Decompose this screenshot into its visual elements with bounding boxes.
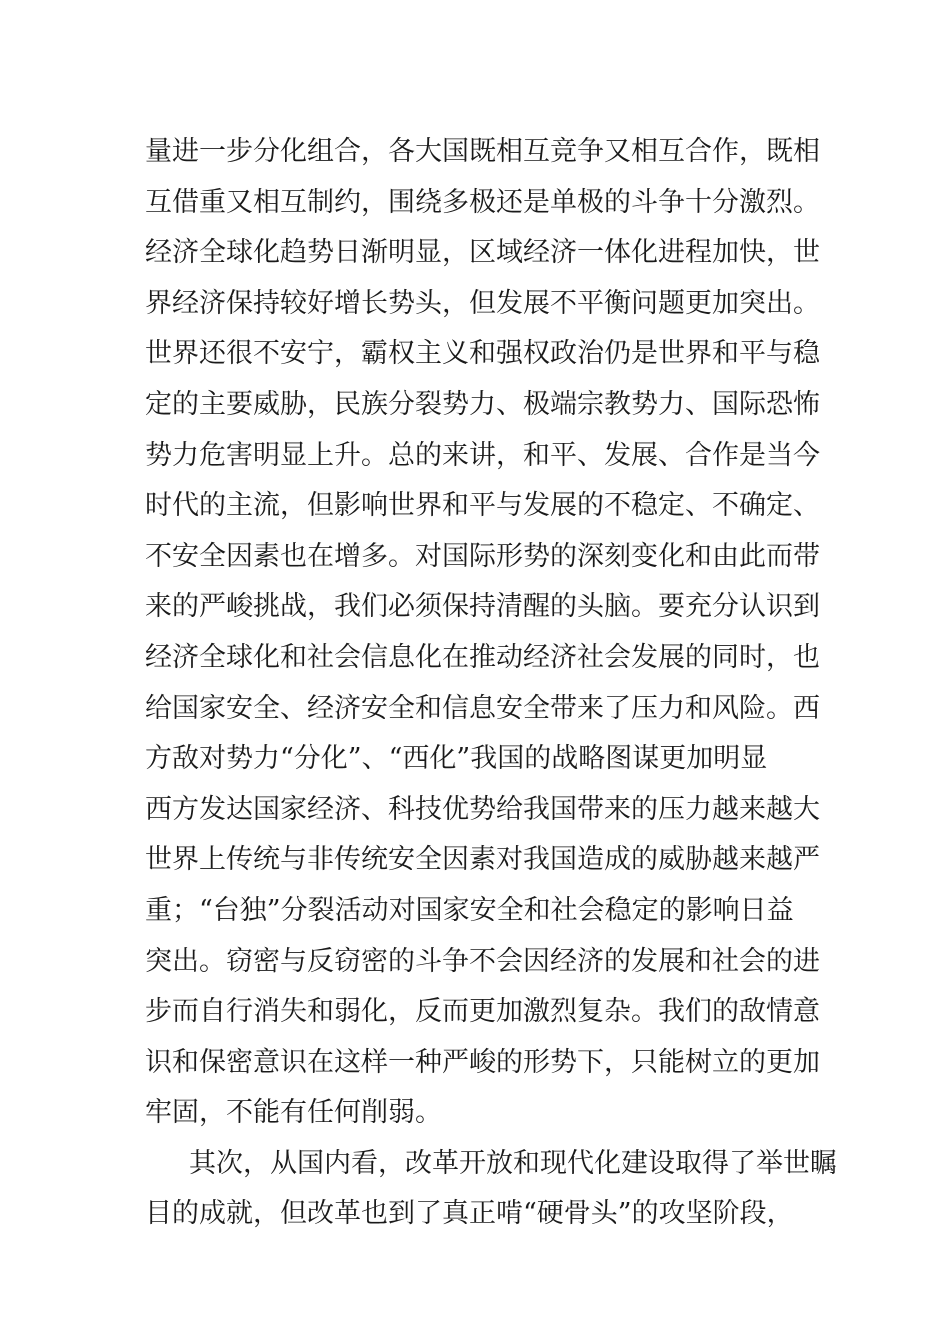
text-line: 西方发达国家经济、科技优势给我国带来的压力越来越大 (145, 793, 820, 825)
paragraph-2 (145, 1143, 837, 1235)
text-line: 方敌对势力“分化”、“西化”我国的战略图谋更加明显 (145, 743, 768, 775)
text-line: 其次，从国内看，改革开放和现代化建设取得了举世瞩 (189, 1147, 837, 1179)
text-line: 识和保密意识在这样一种严峻的形势下，只能树立的更加 (145, 1046, 820, 1078)
text-line: 不安全因素也在增多。对国际形势的深刻变化和由此而带 (145, 540, 820, 572)
text-line: 突出。窃密与反窃密的斗争不会因经济的发展和社会的进 (145, 945, 820, 977)
text-line: 牢固，不能有任何削弱。 (145, 1097, 442, 1129)
text-line: 经济全球化和社会信息化在推动经济社会发展的同时，也 (145, 641, 820, 673)
text-line: 经济全球化趋势日渐明显，区域经济一体化进程加快，世 (145, 237, 820, 269)
text-line: 步而自行消失和弱化，反而更加激烈复杂。我们的敌情意 (145, 996, 820, 1028)
text-line: 势力危害明显上升。总的来讲，和平、发展、合作是当今 (145, 439, 820, 471)
text-line: 量进一步分化组合，各大国既相互竞争又相互合作，既相 (145, 136, 820, 167)
text-line: 世界上传统与非传统安全因素对我国造成的威胁越来越严 (145, 844, 820, 876)
document-body (145, 131, 837, 1244)
text-line: 世界还很不安宁，霸权主义和强权政治仍是世界和平与稳 (145, 338, 820, 370)
text-line: 互借重又相互制约，围绕多极还是单极的斗争十分激烈。 (145, 186, 820, 218)
text-line: 界经济保持较好增长势头，但发展不平衡问题更加突出。 (145, 287, 820, 319)
text-line: 重；“台独”分裂活动对国家安全和社会稳定的影响日益 (145, 894, 794, 926)
text-line: 定的主要威胁，民族分裂势力、极端宗教势力、国际恐怖 (145, 388, 820, 420)
text-line: 来的严峻挑战，我们必须保持清醒的头脑。要充分认识到 (145, 591, 820, 623)
text-line: 时代的主流，但影响世界和平与发展的不稳定、不确定、 (145, 490, 820, 522)
paragraph-1 (145, 131, 825, 1133)
text-line: 目的成就，但改革也到了真正啃“硬骨头”的攻坚阶段， (145, 1198, 794, 1230)
text-line: 给国家安全、经济安全和信息安全带来了压力和风险。西 (145, 692, 820, 724)
